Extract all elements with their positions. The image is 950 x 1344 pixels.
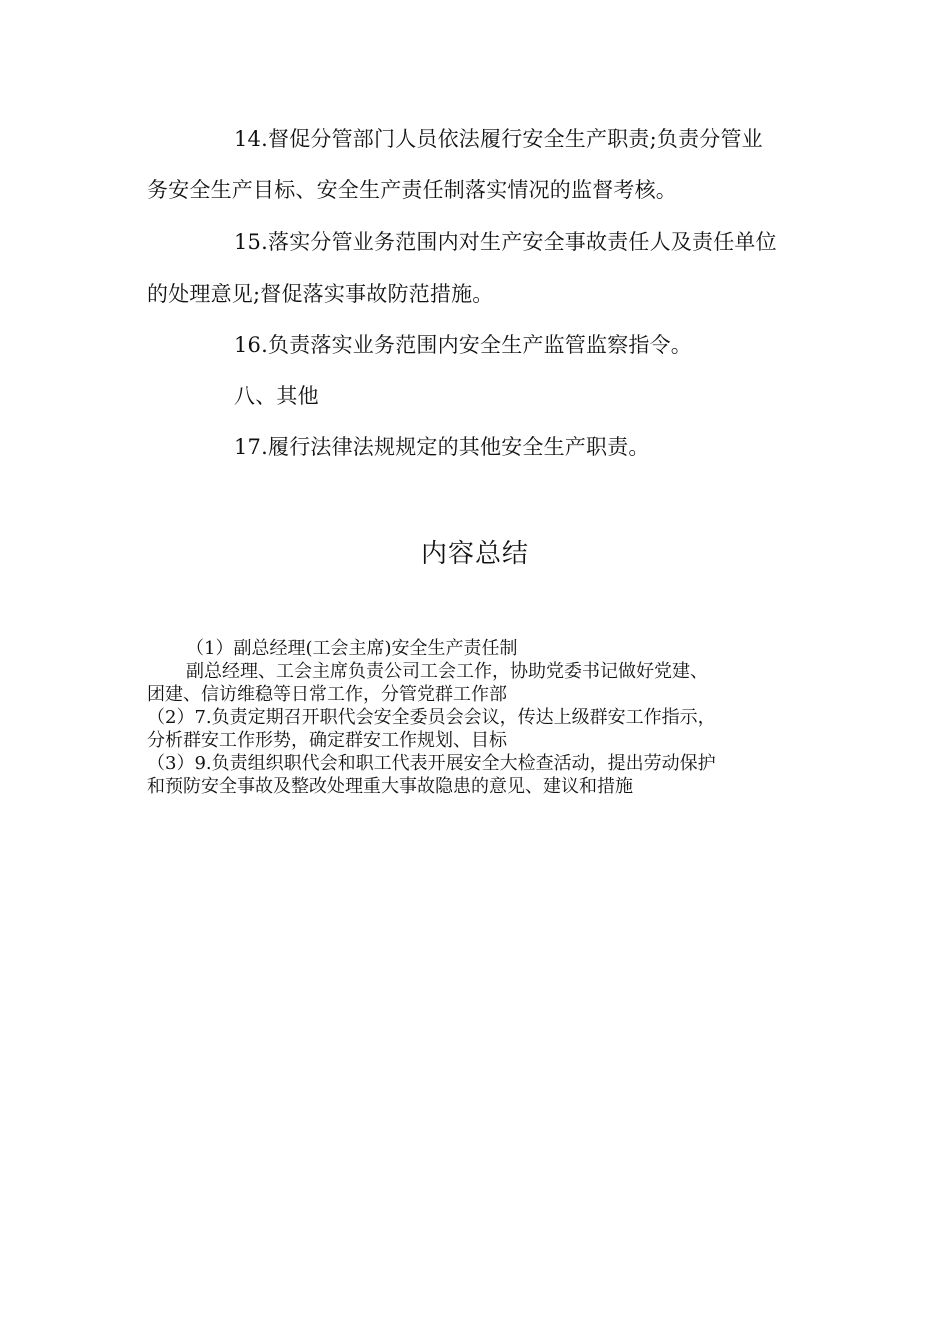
section-heading-other: 八、其他 bbox=[234, 384, 319, 408]
summary-line-6: （3）9.负责组织职代会和职工代表开展安全大检查活动，提出劳动保护 bbox=[147, 753, 716, 774]
summary-title: 内容总结 bbox=[420, 539, 529, 569]
paragraph-17: 17.履行法律法规规定的其他安全生产职责。 bbox=[234, 435, 650, 459]
paragraph-15-line-2: 的处理意见;督促落实事故防范措施。 bbox=[147, 282, 494, 306]
summary-line-2: 副总经理、工会主席负责公司工会工作，协助党委书记做好党建、 bbox=[186, 661, 708, 682]
summary-line-5: 分析群安工作形势，确定群安工作规划、目标 bbox=[147, 730, 507, 751]
paragraph-16: 16.负责落实业务范围内安全生产监管监察指令。 bbox=[234, 333, 692, 357]
paragraph-14-line-2: 务安全生产目标、安全生产责任制落实情况的监督考核。 bbox=[147, 178, 677, 202]
summary-line-7: 和预防安全事故及整改处理重大事故隐患的意见、建议和措施 bbox=[147, 776, 633, 797]
paragraph-14-line-1: 14.督促分管部门人员依法履行安全生产职责;负责分管业 bbox=[234, 127, 763, 151]
paragraph-15-line-1: 15.落实分管业务范围内对生产安全事故责任人及责任单位 bbox=[234, 230, 777, 254]
summary-line-3: 团建、信访维稳等日常工作，分管党群工作部 bbox=[147, 684, 507, 705]
summary-line-1: （1）副总经理(工会主席)安全生产责任制 bbox=[186, 638, 518, 659]
summary-line-4: （2）7.负责定期召开职代会安全委员会会议，传达上级群安工作指示， bbox=[147, 707, 716, 728]
